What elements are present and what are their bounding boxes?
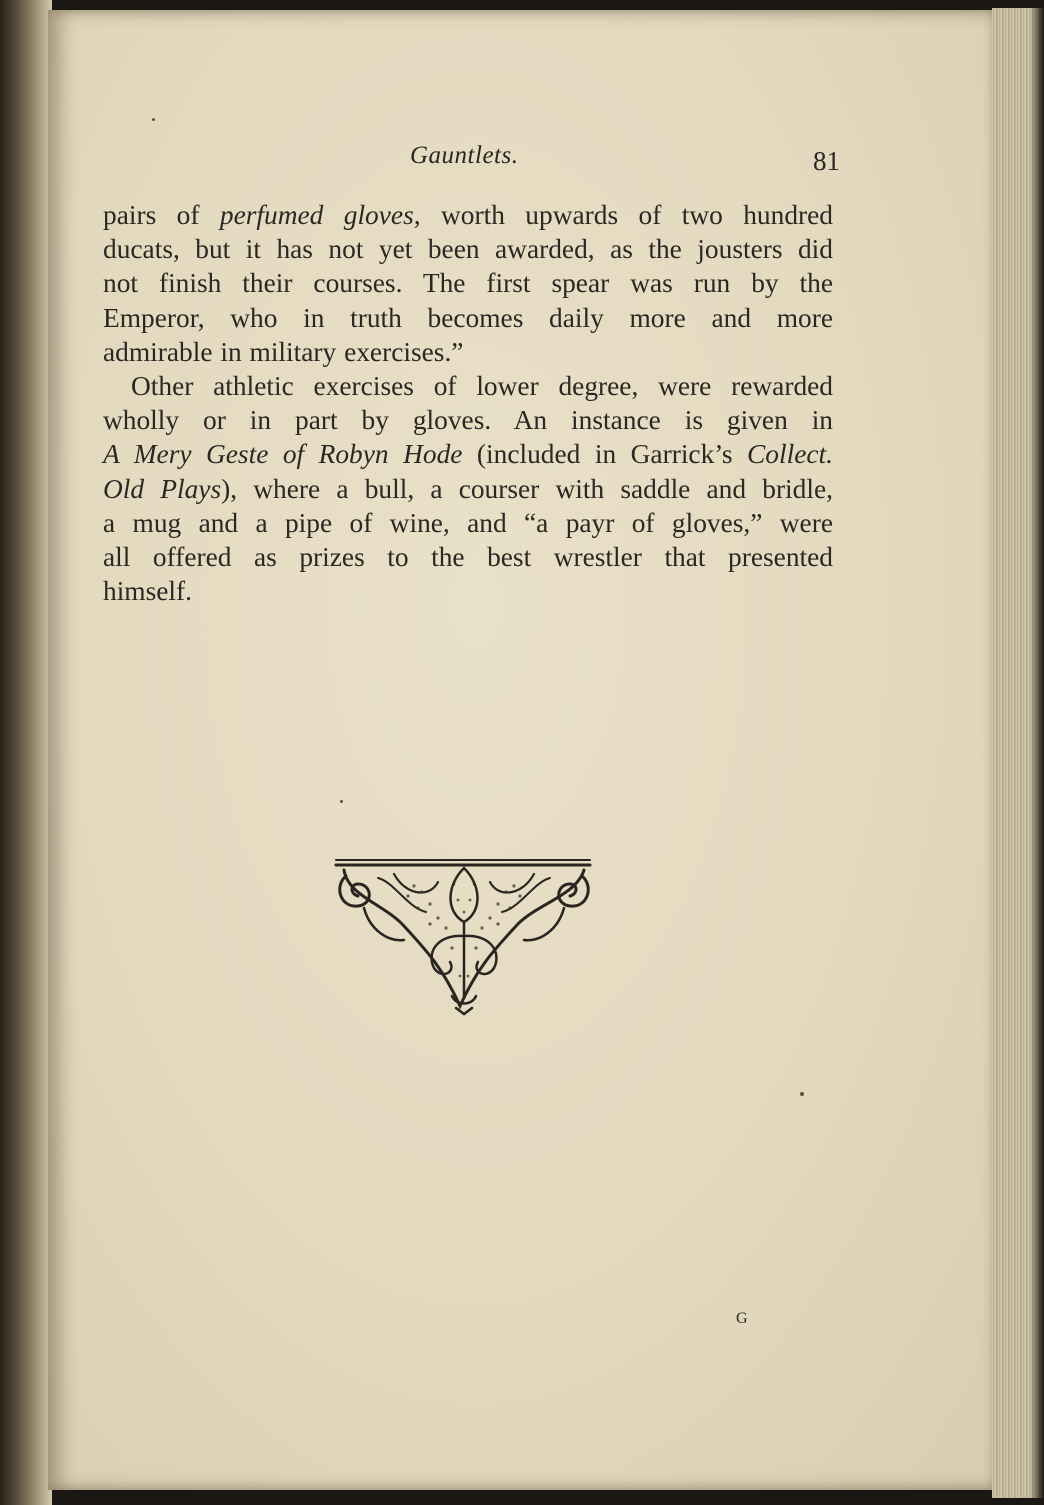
text-line: Old Plays), where a bull, a courser with saddle and bridle, <box>103 473 833 504</box>
text-line: pairs of perfumed gloves, worth upwards of two hundred <box>103 200 833 230</box>
text-line: Emperor, who in truth becomes daily more and more <box>103 302 833 333</box>
running-title: Gauntlets. <box>410 142 519 169</box>
page-number: 81 <box>813 146 840 176</box>
paragraph-2 <box>103 369 833 608</box>
paragraph-1 <box>103 198 833 369</box>
left-page-edge <box>0 0 52 1505</box>
italic-title: Old Plays <box>103 473 222 504</box>
text-line: ducats, but it has not yet been awarded, as the jousters did <box>103 234 833 265</box>
text-line: wholly or in part by gloves. An instance is given in <box>103 405 833 436</box>
italic-title: Collect. <box>747 439 833 470</box>
italic-phrase: perfumed gloves, <box>219 200 421 230</box>
italic-title: A Mery Geste of Robyn Hode <box>103 439 463 470</box>
text-line: a mug and a pipe of wine, and “a payr of gloves,” were <box>103 507 833 538</box>
text-line: all offered as prizes to the best wrestler that presented <box>103 541 833 572</box>
text-line: not finish their courses. The first spear was run by the <box>103 268 833 299</box>
text-line: admirable in military exercises.” <box>103 336 464 367</box>
body-text <box>103 198 833 608</box>
signature-mark: G <box>736 1310 749 1327</box>
text-line: A Mery Geste of Robyn Hode (included in Garrick’s Collect. <box>103 439 833 470</box>
foliate-tailpiece-ornament-icon <box>334 856 594 1016</box>
fore-edge-shadow <box>1030 0 1044 1505</box>
paper-speck <box>800 1092 804 1096</box>
running-head <box>100 142 840 182</box>
text-line: himself. <box>103 576 193 607</box>
text-line: Other athletic exercises of lower degree, were rewarded <box>131 370 833 401</box>
paper-speck <box>152 118 155 121</box>
paper-speck <box>340 800 343 803</box>
